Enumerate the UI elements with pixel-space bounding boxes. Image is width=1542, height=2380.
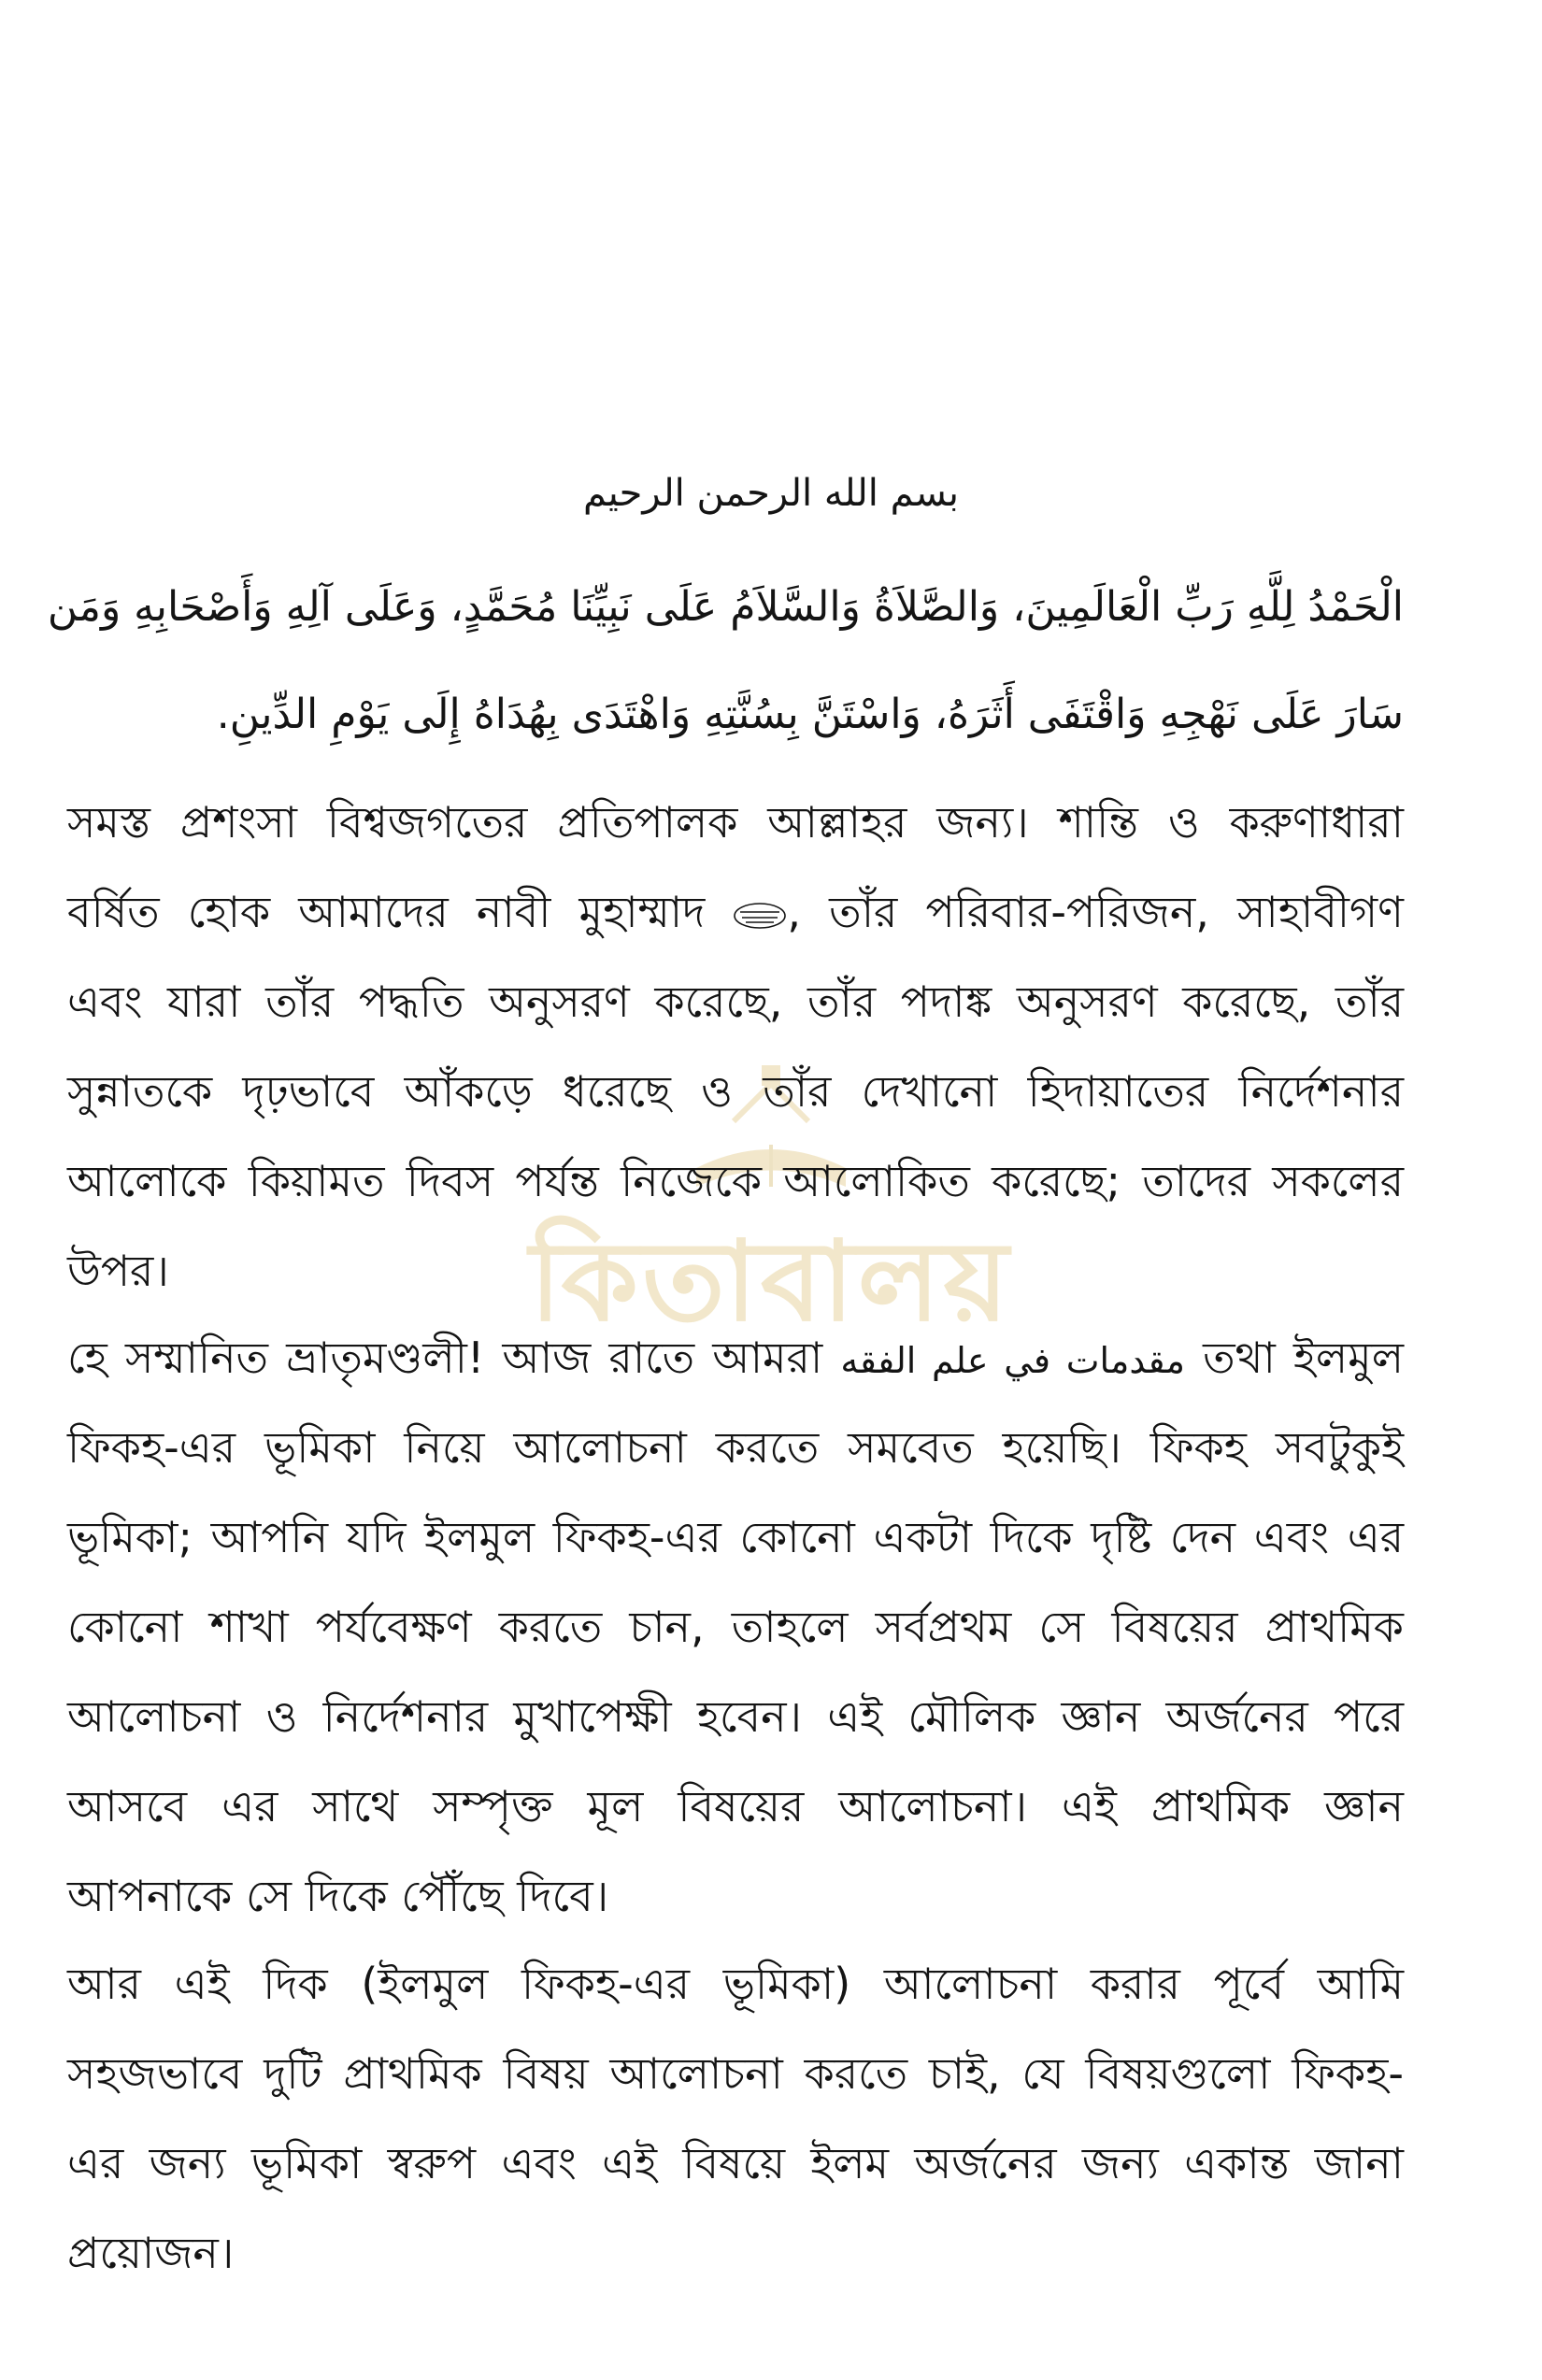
arabic-intro-line-2: سَارَ عَلَى نَهْجِهِ وَاقْتَفَى أَثَرَهُ، وَاسْتَنَّ بِسُنَّتِهِ وَاهْتَدَى بِهُدَاهُ إِلَى يَوْمِ الدِّينِ. [216,691,1404,738]
paragraph-2-line-4: কোনো শাখা পর্যবেক্ষণ করতে চান, তাহলে সর্বপ্রথম সে বিষয়ের প্রাথমিক [67,1602,1404,1652]
arabic-intro-line-1: الْحَمْدُ لِلَّهِ رَبِّ الْعَالَمِينَ، وَالصَّلاَةُ وَالسَّلاَمُ عَلَى نَبِيِّنَا مُحَمَّدٍ، وَعَلَى آلِهِ وَأَصْحَابِهِ وَمَن [47,583,1404,631]
paragraph-2-line-6: আসবে এর সাথে সম্পৃক্ত মূল বিষয়ের আলোচনা। এই প্রাথমিক জ্ঞান [67,1781,1404,1831]
arabic-book-title: مقدمات في علم الفقه [840,1340,1185,1381]
paragraph-2-line-7: আপনাকে সে দিকে পৌঁছে দিবে। [67,1871,609,1921]
paragraph-2-line-1-start: হে সম্মানিত ভ্রাতৃমণ্ডলী! আজ রাতে আমরা [67,1333,823,1383]
paragraph-2-line-3: ভূমিকা; আপনি যদি ইলমুল ফিকহ-এর কোনো একটা দিকে দৃষ্টি দেন এবং এর [67,1512,1404,1562]
paragraph-1-line-4: সুন্নাতকে দৃঢ়ভাবে আঁকড়ে ধরেছে ও তাঁর দেখানো হিদায়াতের নির্দেশনার [67,1066,1404,1117]
paragraph-1-line-3: এবং যারা তাঁর পদ্ধতি অনুসরণ করেছে, তাঁর পদাঙ্ক অনুসরণ করেছে, তাঁর [67,976,1404,1027]
paragraph-3 [67,1939,1404,2298]
paragraph-2 [67,1313,1404,1941]
bismillah-heading: بسم الله الرحمن الرحيم [582,472,960,515]
paragraph-3-line-4: প্রয়োজন। [67,2228,235,2278]
paragraph-1-line-6: উপর। [67,1246,169,1296]
paragraph-1-line-5: আলোকে কিয়ামত দিবস পর্যন্ত নিজেকে আলোকিত করেছে; তাদের সকলের [67,1156,1404,1206]
paragraph-1-line-1: সমস্ত প্রশংসা বিশ্বজগতের প্রতিপালক আল্লাহর জন্য। শান্তি ও করুণাধারা [67,797,1404,848]
salutation-seal-icon [733,901,787,931]
paragraph-2-line-5: আলোচনা ও নির্দেশনার মুখাপেক্ষী হবেন। এই মৌলিক জ্ঞান অর্জনের পরে [67,1691,1404,1742]
paragraph-3-line-2: সহজভাবে দুটি প্রাথমিক বিষয় আলোচনা করতে চাই, যে বিষয়গুলো ফিকহ- [67,2048,1404,2099]
watermark-text: কিতাবালয় [529,1217,1013,1346]
paragraph-1 [67,777,1404,1316]
paragraph-3-line-3: এর জন্য ভূমিকা স্বরুপ এবং এই বিষয়ে ইলম অর্জনের জন্য একান্ত জানা [67,2138,1404,2188]
paragraph-2-line-2: ফিকহ-এর ভূমিকা নিয়ে আলোচনা করতে সমবেত হয়েছি। ফিকহ সবটুকুই [67,1422,1404,1473]
paragraph-1-line-2 [67,867,1404,957]
paragraph-3-line-1: আর এই দিক (ইলমুল ফিকহ-এর ভূমিকা) আলোচনা করার পূর্বে আমি [67,1959,1404,2009]
paragraph-1-line-2-end: , তাঁর পরিবার-পরিজন, সাহাবীগণ [787,887,1405,937]
paragraph-1-line-2-start: বর্ষিত হোক আমাদের নাবী মুহাম্মাদ [67,887,706,937]
paragraph-2-line-1-end: তথা ইলমুল [1203,1333,1405,1383]
paragraph-2-line-1 [67,1313,1404,1403]
